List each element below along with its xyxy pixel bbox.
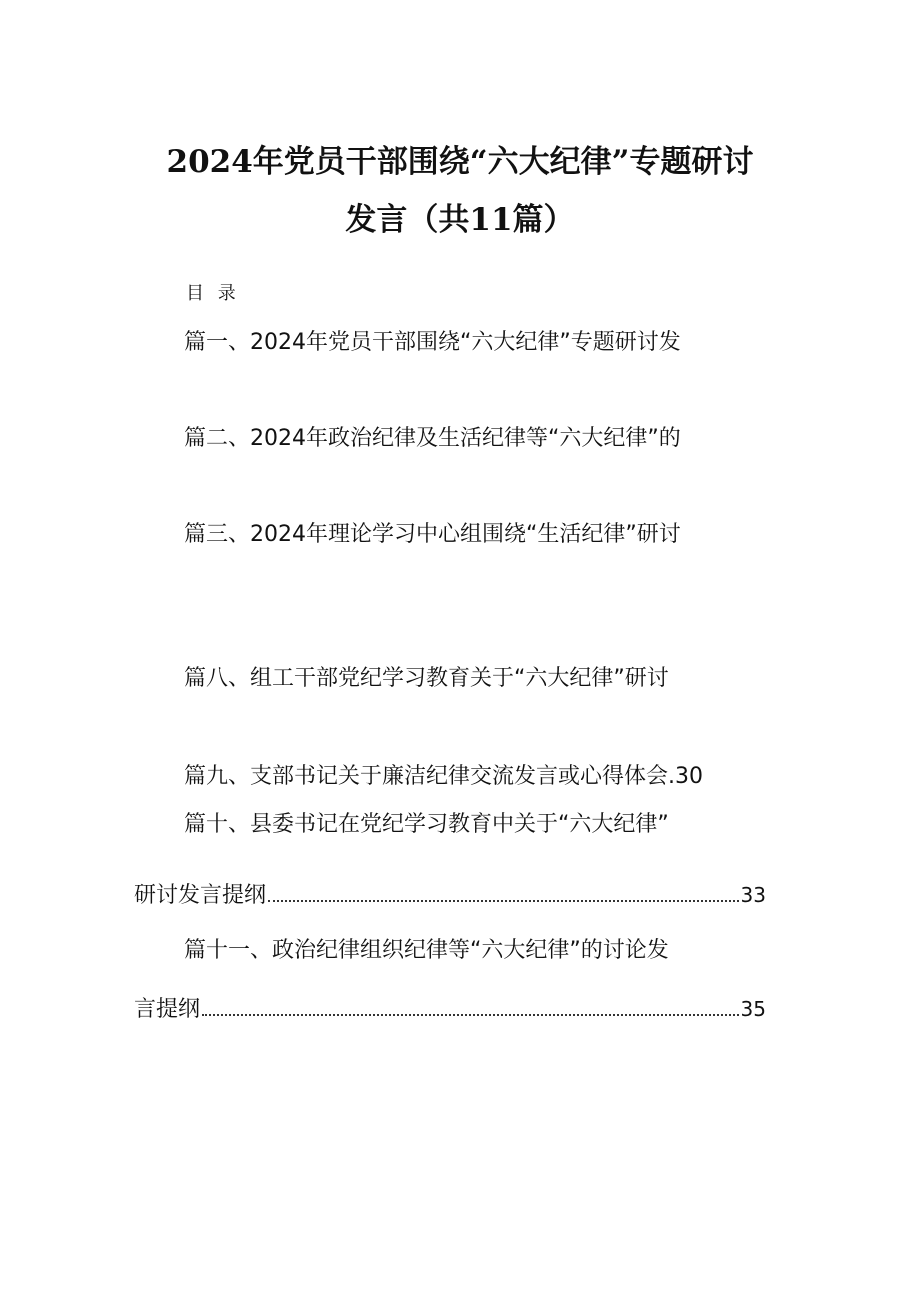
dot-leader [268, 900, 739, 902]
toc-entry-10-page: 33 [740, 883, 766, 907]
toc-entry-8[interactable]: 篇八、组工干部党纪学习教育关于“六大纪律”研讨 [184, 666, 669, 691]
toc-heading: 目 录 [186, 283, 240, 304]
toc-entry-3[interactable]: 篇三、2024年理论学习中心组围绕“生活纪律”研讨 [184, 522, 681, 547]
page-title-line-1: 2024年党员干部围绕“六大纪律”专题研讨 [166, 144, 754, 180]
toc-entry-10-continuation[interactable] [134, 880, 766, 911]
toc-entry-10-continuation-text: 研讨发言提纲 [134, 883, 267, 908]
page-title-line-2: 发言（共11篇） [345, 202, 575, 238]
toc-entry-2[interactable]: 篇二、2024年政治纪律及生活纪律等“六大纪律”的 [184, 426, 681, 451]
toc-entry-11-page: 35 [740, 997, 766, 1021]
toc-entry-11[interactable]: 篇十一、政治纪律组织纪律等“六大纪律”的讨论发 [184, 938, 669, 963]
dot-leader [202, 1014, 739, 1016]
toc-entry-10[interactable]: 篇十、县委书记在党纪学习教育中关于“六大纪律” [184, 812, 669, 837]
toc-entry-11-continuation[interactable] [134, 994, 766, 1025]
toc-entry-1[interactable]: 篇一、2024年党员干部围绕“六大纪律”专题研讨发 [184, 330, 681, 355]
toc-entry-11-continuation-text: 言提纲 [134, 997, 201, 1022]
toc-entry-9[interactable]: 篇九、支部书记关于廉洁纪律交流发言或心得体会.30 [184, 764, 703, 789]
